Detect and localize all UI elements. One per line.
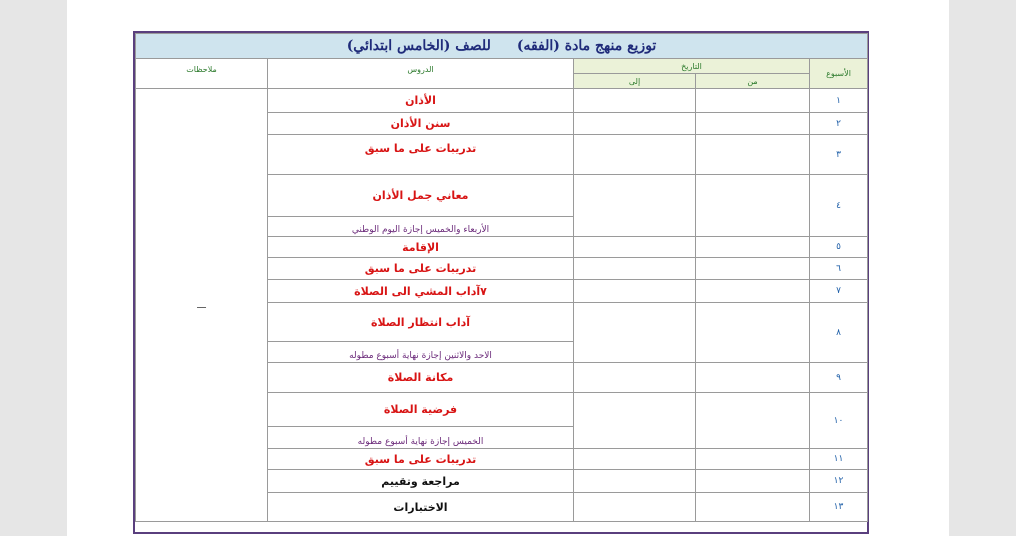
- date-to-cell: [574, 393, 696, 449]
- week-number: ٦: [810, 258, 868, 280]
- table-title: [136, 34, 868, 59]
- header-to: إلى: [574, 74, 696, 89]
- date-from-cell: [696, 175, 810, 237]
- week-number: ٥: [810, 237, 868, 258]
- date-from-cell: [696, 135, 810, 175]
- lesson-cell: الأذان: [268, 89, 574, 113]
- week-number: ٤: [810, 175, 868, 237]
- week-number: ١٢: [810, 470, 868, 493]
- date-to-cell: [574, 470, 696, 493]
- week-number: ١١: [810, 449, 868, 470]
- curriculum-table: [135, 33, 868, 522]
- date-from-cell: [696, 493, 810, 522]
- header-from: من: [696, 74, 810, 89]
- lesson-cell: تدريبات على ما سبق: [268, 449, 574, 470]
- header-week: الأسبوع: [810, 59, 868, 89]
- lesson-cell: الاختبارات: [268, 493, 574, 522]
- week-number: ٩: [810, 363, 868, 393]
- week-number: ١٣: [810, 493, 868, 522]
- title-part2: للصف (الخامس ابتدائي): [346, 38, 491, 54]
- date-from-cell: [696, 393, 810, 449]
- date-from-cell: [696, 89, 810, 113]
- week-number: ٧: [810, 280, 868, 303]
- date-to-cell: [574, 237, 696, 258]
- lesson-cell: معاني جمل الأذان: [268, 175, 574, 217]
- date-to-cell: [574, 449, 696, 470]
- lesson-cell: فرضية الصلاة: [268, 393, 574, 427]
- week-number: ٢: [810, 113, 868, 135]
- date-to-cell: [574, 303, 696, 363]
- header-date: التاريخ: [574, 59, 810, 74]
- date-from-cell: [696, 363, 810, 393]
- date-to-cell: [574, 175, 696, 237]
- date-from-cell: [696, 113, 810, 135]
- date-to-cell: [574, 113, 696, 135]
- notes-mark: ـــ: [197, 299, 206, 311]
- week-number: ٣: [810, 135, 868, 175]
- week-number: ٨: [810, 303, 868, 363]
- date-to-cell: [574, 89, 696, 113]
- date-from-cell: [696, 237, 810, 258]
- table-row: [136, 89, 868, 113]
- lesson-cell: مكانة الصلاة: [268, 363, 574, 393]
- title-part1: توزيع منهج مادة (الفقه): [516, 38, 657, 54]
- date-to-cell: [574, 493, 696, 522]
- lesson-cell: آداب انتظار الصلاة: [268, 303, 574, 342]
- title-row: [136, 34, 868, 59]
- lesson-cell: سنن الأذان: [268, 113, 574, 135]
- header-notes: ملاحظات: [136, 59, 268, 89]
- date-to-cell: [574, 363, 696, 393]
- week-number: ١: [810, 89, 868, 113]
- date-from-cell: [696, 280, 810, 303]
- date-to-cell: [574, 258, 696, 280]
- lesson-note: الأربعاء والخميس إجازة اليوم الوطني: [268, 217, 574, 237]
- curriculum-table-frame: [133, 31, 869, 534]
- lesson-cell: تدريبات على ما سبق: [268, 258, 574, 280]
- date-to-cell: [574, 135, 696, 175]
- date-to-cell: [574, 280, 696, 303]
- lesson-cell: مراجعة وتقييم: [268, 470, 574, 493]
- header-row-1: [136, 59, 868, 74]
- notes-cell: [136, 89, 268, 522]
- lesson-cell: الإقامة: [268, 237, 574, 258]
- lesson-note: الخميس إجازة نهاية أسبوع مطوله: [268, 427, 574, 449]
- date-from-cell: [696, 470, 810, 493]
- date-from-cell: [696, 258, 810, 280]
- lesson-note: الاحد والاثنين إجازة نهاية أسبوع مطوله: [268, 342, 574, 363]
- lesson-cell: ٧آداب المشي الى الصلاة: [268, 280, 574, 303]
- lesson-cell: تدريبات على ما سبق: [268, 135, 574, 175]
- header-lessons: الدروس: [268, 59, 574, 89]
- date-from-cell: [696, 303, 810, 363]
- date-from-cell: [696, 449, 810, 470]
- week-number: ١٠: [810, 393, 868, 449]
